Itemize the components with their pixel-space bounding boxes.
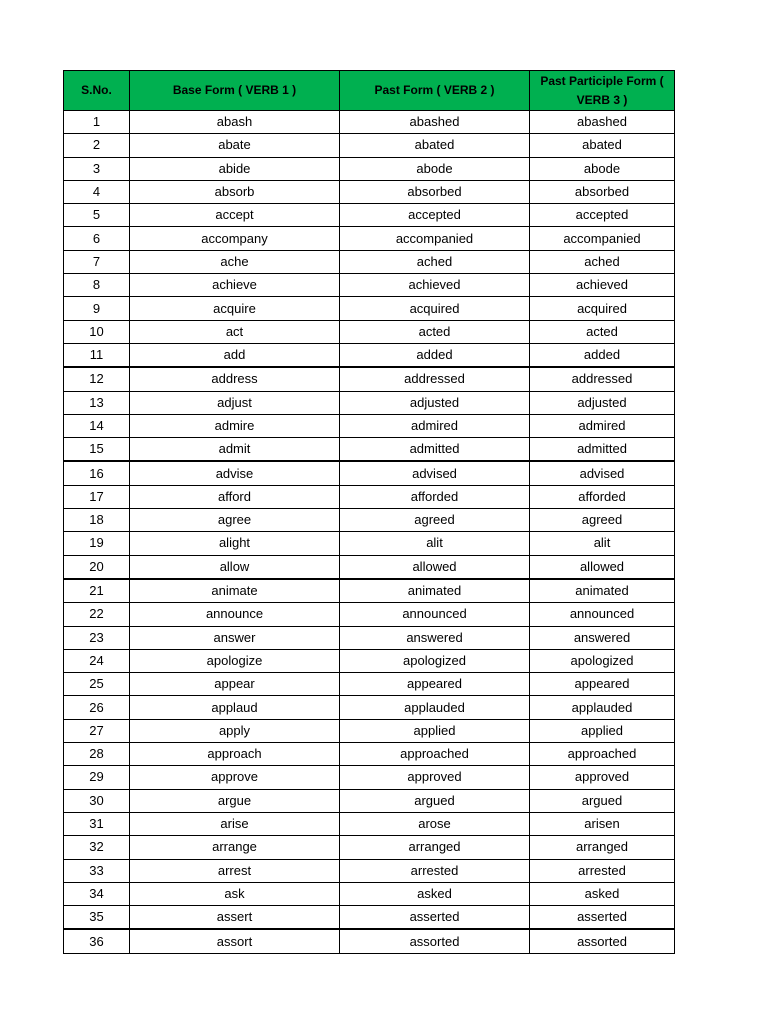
cell-serial-number: 30 bbox=[64, 789, 130, 812]
cell-base-form: abate bbox=[130, 134, 340, 157]
cell-past-form: applauded bbox=[340, 696, 530, 719]
cell-past-participle-form: admitted bbox=[530, 438, 675, 462]
cell-past-form: absorbed bbox=[340, 180, 530, 203]
cell-base-form: admire bbox=[130, 414, 340, 437]
table-row bbox=[64, 906, 675, 930]
cell-base-form: arrest bbox=[130, 859, 340, 882]
cell-past-form: alit bbox=[340, 532, 530, 555]
cell-base-form: ask bbox=[130, 882, 340, 905]
cell-past-form: accepted bbox=[340, 204, 530, 227]
cell-past-participle-form: accompanied bbox=[530, 227, 675, 250]
header-base-form: Base Form ( VERB 1 ) bbox=[130, 71, 340, 111]
cell-base-form: absorb bbox=[130, 180, 340, 203]
cell-past-participle-form: asserted bbox=[530, 906, 675, 930]
cell-past-form: added bbox=[340, 343, 530, 367]
cell-past-participle-form: alit bbox=[530, 532, 675, 555]
cell-past-form: ached bbox=[340, 250, 530, 273]
table-row bbox=[64, 343, 675, 367]
table-row bbox=[64, 882, 675, 905]
table-body bbox=[64, 111, 675, 954]
table-row bbox=[64, 836, 675, 859]
cell-serial-number: 31 bbox=[64, 812, 130, 835]
table-row bbox=[64, 438, 675, 462]
cell-past-form: abode bbox=[340, 157, 530, 180]
cell-serial-number: 32 bbox=[64, 836, 130, 859]
header-past-participle-form: Past Participle Form ( VERB 3 ) bbox=[530, 71, 675, 111]
cell-base-form: alight bbox=[130, 532, 340, 555]
cell-serial-number: 28 bbox=[64, 743, 130, 766]
table-row bbox=[64, 673, 675, 696]
cell-past-participle-form: allowed bbox=[530, 555, 675, 579]
table-row bbox=[64, 626, 675, 649]
table-row bbox=[64, 134, 675, 157]
cell-past-participle-form: applauded bbox=[530, 696, 675, 719]
table-row bbox=[64, 367, 675, 391]
cell-base-form: animate bbox=[130, 579, 340, 603]
cell-serial-number: 14 bbox=[64, 414, 130, 437]
cell-past-form: adjusted bbox=[340, 391, 530, 414]
cell-past-form: allowed bbox=[340, 555, 530, 579]
cell-serial-number: 21 bbox=[64, 579, 130, 603]
cell-serial-number: 35 bbox=[64, 906, 130, 930]
cell-past-form: admitted bbox=[340, 438, 530, 462]
cell-past-form: applied bbox=[340, 719, 530, 742]
cell-past-participle-form: added bbox=[530, 343, 675, 367]
cell-serial-number: 15 bbox=[64, 438, 130, 462]
cell-past-form: argued bbox=[340, 789, 530, 812]
cell-base-form: accompany bbox=[130, 227, 340, 250]
cell-base-form: approach bbox=[130, 743, 340, 766]
cell-serial-number: 24 bbox=[64, 649, 130, 672]
table-row bbox=[64, 274, 675, 297]
table-row bbox=[64, 859, 675, 882]
cell-serial-number: 29 bbox=[64, 766, 130, 789]
cell-base-form: achieve bbox=[130, 274, 340, 297]
cell-past-participle-form: apologized bbox=[530, 649, 675, 672]
table-row bbox=[64, 509, 675, 532]
cell-serial-number: 18 bbox=[64, 509, 130, 532]
cell-serial-number: 10 bbox=[64, 320, 130, 343]
cell-serial-number: 36 bbox=[64, 929, 130, 953]
cell-past-form: achieved bbox=[340, 274, 530, 297]
cell-base-form: applaud bbox=[130, 696, 340, 719]
table-row bbox=[64, 227, 675, 250]
cell-past-participle-form: advised bbox=[530, 461, 675, 485]
cell-base-form: adjust bbox=[130, 391, 340, 414]
cell-past-form: announced bbox=[340, 603, 530, 626]
table-row bbox=[64, 929, 675, 953]
cell-base-form: apply bbox=[130, 719, 340, 742]
cell-base-form: admit bbox=[130, 438, 340, 462]
cell-past-participle-form: addressed bbox=[530, 367, 675, 391]
cell-past-form: abated bbox=[340, 134, 530, 157]
header-serial-number: S.No. bbox=[64, 71, 130, 111]
cell-base-form: address bbox=[130, 367, 340, 391]
table-row bbox=[64, 555, 675, 579]
cell-serial-number: 2 bbox=[64, 134, 130, 157]
cell-base-form: acquire bbox=[130, 297, 340, 320]
table-row bbox=[64, 789, 675, 812]
table-row bbox=[64, 696, 675, 719]
cell-past-participle-form: assorted bbox=[530, 929, 675, 953]
cell-past-participle-form: accepted bbox=[530, 204, 675, 227]
table-row bbox=[64, 204, 675, 227]
cell-base-form: appear bbox=[130, 673, 340, 696]
cell-base-form: afford bbox=[130, 485, 340, 508]
cell-serial-number: 27 bbox=[64, 719, 130, 742]
cell-serial-number: 11 bbox=[64, 343, 130, 367]
cell-past-form: afforded bbox=[340, 485, 530, 508]
cell-past-form: acted bbox=[340, 320, 530, 343]
cell-serial-number: 4 bbox=[64, 180, 130, 203]
cell-past-participle-form: abode bbox=[530, 157, 675, 180]
table-row bbox=[64, 320, 675, 343]
cell-past-participle-form: afforded bbox=[530, 485, 675, 508]
table-row bbox=[64, 579, 675, 603]
cell-past-participle-form: applied bbox=[530, 719, 675, 742]
cell-past-participle-form: argued bbox=[530, 789, 675, 812]
cell-serial-number: 12 bbox=[64, 367, 130, 391]
cell-past-form: assorted bbox=[340, 929, 530, 953]
table-row bbox=[64, 719, 675, 742]
cell-base-form: arise bbox=[130, 812, 340, 835]
table-row bbox=[64, 297, 675, 320]
cell-serial-number: 23 bbox=[64, 626, 130, 649]
cell-serial-number: 17 bbox=[64, 485, 130, 508]
cell-base-form: add bbox=[130, 343, 340, 367]
table-row bbox=[64, 649, 675, 672]
cell-base-form: assert bbox=[130, 906, 340, 930]
table-row bbox=[64, 812, 675, 835]
verb-forms-table bbox=[63, 70, 675, 954]
cell-base-form: answer bbox=[130, 626, 340, 649]
cell-base-form: argue bbox=[130, 789, 340, 812]
cell-past-participle-form: acted bbox=[530, 320, 675, 343]
cell-past-form: approved bbox=[340, 766, 530, 789]
cell-base-form: ache bbox=[130, 250, 340, 273]
cell-base-form: allow bbox=[130, 555, 340, 579]
cell-past-participle-form: arrested bbox=[530, 859, 675, 882]
cell-past-form: admired bbox=[340, 414, 530, 437]
table-row bbox=[64, 743, 675, 766]
cell-past-participle-form: achieved bbox=[530, 274, 675, 297]
cell-past-participle-form: arisen bbox=[530, 812, 675, 835]
cell-serial-number: 7 bbox=[64, 250, 130, 273]
cell-past-participle-form: ached bbox=[530, 250, 675, 273]
cell-serial-number: 3 bbox=[64, 157, 130, 180]
cell-past-form: agreed bbox=[340, 509, 530, 532]
table-row bbox=[64, 391, 675, 414]
cell-past-form: asserted bbox=[340, 906, 530, 930]
cell-past-form: arose bbox=[340, 812, 530, 835]
cell-past-form: asked bbox=[340, 882, 530, 905]
cell-past-form: addressed bbox=[340, 367, 530, 391]
cell-serial-number: 33 bbox=[64, 859, 130, 882]
cell-past-participle-form: animated bbox=[530, 579, 675, 603]
cell-serial-number: 6 bbox=[64, 227, 130, 250]
table-row bbox=[64, 766, 675, 789]
table-row bbox=[64, 603, 675, 626]
cell-base-form: abide bbox=[130, 157, 340, 180]
cell-past-participle-form: asked bbox=[530, 882, 675, 905]
cell-past-form: advised bbox=[340, 461, 530, 485]
cell-past-form: abashed bbox=[340, 111, 530, 134]
table-row bbox=[64, 250, 675, 273]
cell-past-participle-form: adjusted bbox=[530, 391, 675, 414]
cell-serial-number: 20 bbox=[64, 555, 130, 579]
table-row bbox=[64, 532, 675, 555]
cell-serial-number: 13 bbox=[64, 391, 130, 414]
table-row bbox=[64, 414, 675, 437]
cell-serial-number: 26 bbox=[64, 696, 130, 719]
cell-past-participle-form: acquired bbox=[530, 297, 675, 320]
cell-past-participle-form: absorbed bbox=[530, 180, 675, 203]
cell-serial-number: 8 bbox=[64, 274, 130, 297]
cell-past-participle-form: answered bbox=[530, 626, 675, 649]
cell-serial-number: 34 bbox=[64, 882, 130, 905]
cell-base-form: advise bbox=[130, 461, 340, 485]
cell-past-form: answered bbox=[340, 626, 530, 649]
cell-base-form: accept bbox=[130, 204, 340, 227]
cell-past-participle-form: appeared bbox=[530, 673, 675, 696]
table-row bbox=[64, 157, 675, 180]
header-past-form: Past Form ( VERB 2 ) bbox=[340, 71, 530, 111]
cell-base-form: approve bbox=[130, 766, 340, 789]
table-row bbox=[64, 111, 675, 134]
cell-serial-number: 16 bbox=[64, 461, 130, 485]
cell-serial-number: 19 bbox=[64, 532, 130, 555]
cell-base-form: act bbox=[130, 320, 340, 343]
cell-serial-number: 22 bbox=[64, 603, 130, 626]
cell-past-form: arranged bbox=[340, 836, 530, 859]
cell-past-participle-form: arranged bbox=[530, 836, 675, 859]
cell-serial-number: 25 bbox=[64, 673, 130, 696]
cell-past-form: animated bbox=[340, 579, 530, 603]
cell-past-form: accompanied bbox=[340, 227, 530, 250]
cell-base-form: agree bbox=[130, 509, 340, 532]
header-row bbox=[64, 71, 675, 111]
cell-serial-number: 1 bbox=[64, 111, 130, 134]
cell-base-form: announce bbox=[130, 603, 340, 626]
cell-past-participle-form: announced bbox=[530, 603, 675, 626]
cell-past-participle-form: approached bbox=[530, 743, 675, 766]
cell-past-form: acquired bbox=[340, 297, 530, 320]
cell-past-participle-form: approved bbox=[530, 766, 675, 789]
cell-past-participle-form: abashed bbox=[530, 111, 675, 134]
table-row bbox=[64, 461, 675, 485]
cell-base-form: apologize bbox=[130, 649, 340, 672]
cell-past-participle-form: admired bbox=[530, 414, 675, 437]
cell-past-participle-form: agreed bbox=[530, 509, 675, 532]
cell-past-form: apologized bbox=[340, 649, 530, 672]
cell-base-form: abash bbox=[130, 111, 340, 134]
table-row bbox=[64, 485, 675, 508]
cell-base-form: arrange bbox=[130, 836, 340, 859]
cell-past-participle-form: abated bbox=[530, 134, 675, 157]
cell-serial-number: 9 bbox=[64, 297, 130, 320]
cell-past-form: appeared bbox=[340, 673, 530, 696]
table-row bbox=[64, 180, 675, 203]
cell-past-form: approached bbox=[340, 743, 530, 766]
cell-base-form: assort bbox=[130, 929, 340, 953]
cell-serial-number: 5 bbox=[64, 204, 130, 227]
cell-past-form: arrested bbox=[340, 859, 530, 882]
